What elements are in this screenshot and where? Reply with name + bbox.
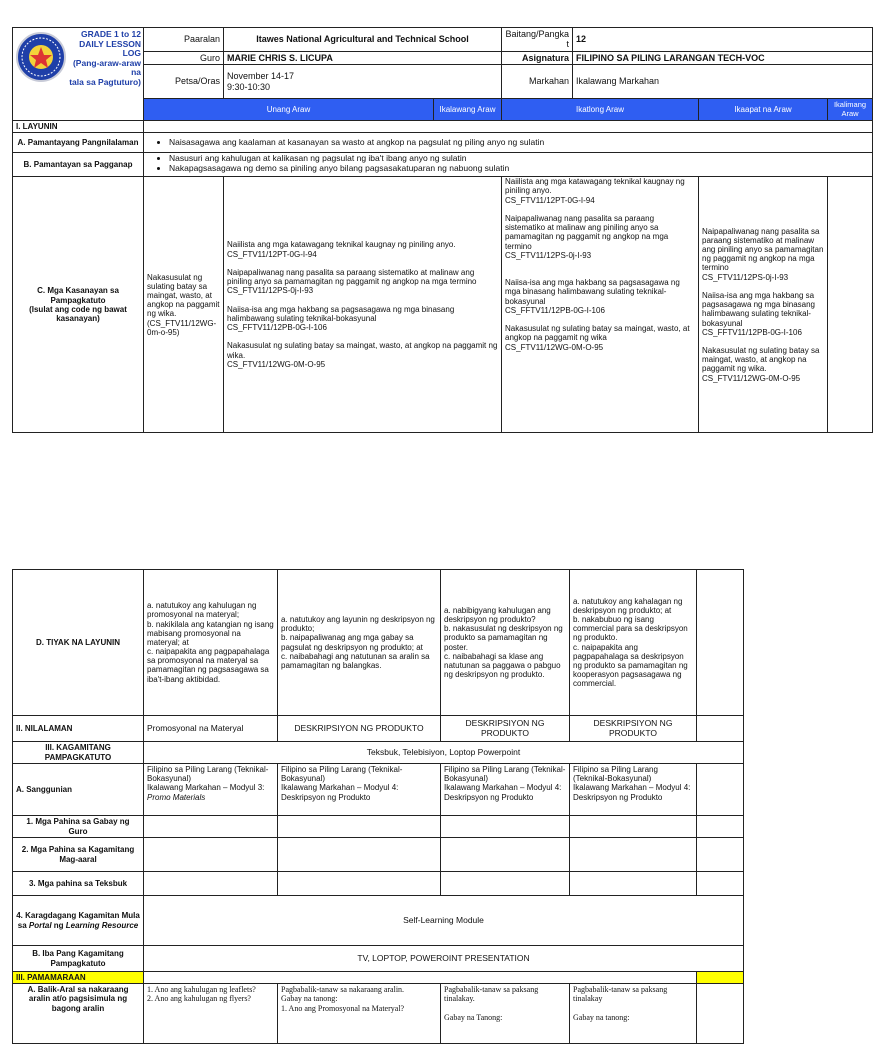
- asignatura-label: Asignatura: [502, 51, 573, 64]
- paaralan-value: Itawes National Agricultural and Technical School: [224, 28, 502, 52]
- layunin-label: I. LAYUNIN: [13, 121, 144, 133]
- petsa-value: November 14-17 9:30-10:30: [224, 65, 502, 99]
- balik-aral-day-2: Pagbabalik-tanaw sa nakaraang aralin. Gabay na tanong: 1. Ano ang Promosyonal na Materyal?: [278, 984, 441, 1044]
- pahina-kagamitan-label: 2. Mga Pahina sa Kagamitang Mag-aaral: [13, 838, 144, 872]
- day-header-3: Ikatlong Araw: [502, 99, 699, 121]
- pamantayang-text: • Naisasagawa ang kaalaman at kasanayan sa wasto at angkop na pagsulat ng piling anyo ng sulatin: [144, 133, 873, 153]
- sanggunian-day-5: [697, 764, 744, 816]
- nilalaman-day-4: DESKRIPSIYON NG PRODUKTO: [570, 716, 697, 742]
- guro-label: Guro: [144, 51, 224, 64]
- tiyak-day-2: a. natutukoy ang layunin ng deskripsyon ng produkto; b. naipapaliwanag ang mga gabay sa pagsulat ng deskripsyon ng produkto; at c. naibabahagi ang natutunan sa aralin sa pamamagitan ng balangkas.: [278, 570, 441, 716]
- kasanayan-day-3: Naiilista ang mga katawagang teknikal kaugnay ng piniling anyo. CS_FTV11/12PT-0G-I-94 Naipapaliwanag nang pasalita sa paraang sistematiko at malinaw ang piniling anyo sa pamamagitan ng paggamit ng angkop na mga termino CS_FTV11/12PS-0j-I-93 Naiisa-isa ang mga hakbang sa pagsasagawa ng mga binasang halimbawang sulating teknikal-bokasyunal CS_FFTV11/12PB-0G-I-106 Nakasusulat ng sulating batay sa maingat, wasto, at angkop na paggamit ng wika CS_FTV11/12WG-0M-O-95: [502, 177, 699, 433]
- sanggunian-label: A. Sanggunian: [13, 764, 144, 816]
- sanggunian-day-3: Filipino sa Piling Larang (Teknikal-Bokasyunal) Ikalawang Markahan – Modyul 4: Deskripsyon ng Produkto: [441, 764, 570, 816]
- kasanayan-label: C. Mga Kasanayan sa Pampagkatuto (Isulat ang code ng bawat kasanayan): [13, 177, 144, 433]
- sanggunian-day-2: Filipino sa Piling Larang (Teknikal-Bokasyunal) Ikalawang Markahan – Modyul 4: Deskripsyon ng Produkto: [278, 764, 441, 816]
- petsa-label: Petsa/Oras: [144, 65, 224, 99]
- pagganap-item: • Nasusuri ang kahulugan at kalikasan ng pagsulat ng iba't ibang anyo ng sulatin: [169, 154, 869, 164]
- deped-seal-icon: [16, 32, 66, 82]
- pagganap-item: • Nakapagsasagawa ng demo sa piniling anyo bilang pagsasakatuparan ng nabuong sulatin: [169, 164, 869, 174]
- pahina-gabay-label: 1. Mga Pahina sa Gabay ng Guro: [13, 816, 144, 838]
- baitang-value: 12: [573, 28, 873, 52]
- day-header-1: Unang Araw: [144, 99, 434, 121]
- balik-aral-day-4: Pagbabalik-tanaw sa paksang tinalakay Gabay na tanong:: [570, 984, 697, 1044]
- balik-aral-day-1: 1. Ano ang kahulugan ng leaflets? 2. Ano ang kahulugan ng flyers?: [144, 984, 278, 1044]
- tiyak-day-4: a. natutukoy ang kahalagan ng deskripsyon ng produkto; at b. nakabubuo ng isang commercial para sa deskripsyon ng produkto. c. naipapakita ang pagpapahalaga sa deskripsyon ng produkto sa pamamagitan ng kooperasyon pagsasagawa ng commercial.: [570, 570, 697, 716]
- sanggunian-day-1: Filipino sa Piling Larang (Teknikal-Bokasyunal) Ikalawang Markahan – Modyul 3: Promo Materials: [144, 764, 278, 816]
- tiyak-day-1: a. natutukoy ang kahulugan ng promosyonal na materyal; b. nakikilala ang katangian ng isang mabisang promosyonal na materyal; at c. naipapakita ang pagpapahalaga sa promosyonal na materyal sa pamamagitan ng pagsasagawa sa iba't-ibang aktibidad.: [144, 570, 278, 716]
- kasanayan-day-5: [828, 177, 873, 433]
- karagdagang-value: Self-Learning Module: [144, 896, 744, 946]
- balik-aral-day-3: Pagbabalik-tanaw sa paksang tinalakay. Gabay na Tanong:: [441, 984, 570, 1044]
- markahan-value: Ikalawang Markahan: [573, 65, 873, 99]
- pamamaraan-label: III. PAMAMARAAN: [13, 972, 144, 984]
- tiyak-label: D. TIYAK NA LAYUNIN: [13, 570, 144, 716]
- kagamitan-label: III. KAGAMITANG PAMPAGKATUTO: [13, 742, 144, 764]
- baitang-label: Baitang/Pangkat: [502, 28, 573, 52]
- day-header-2: Ikalawang Araw: [434, 99, 502, 121]
- kasanayan-day-2: Naiilista ang mga katawagang teknikal kaugnay ng piniling anyo. CS_FTV11/12PT-0G-I-94 Naipapaliwanag nang pasalita sa paraang sistematiko at malinaw ang piniling anyo sa pamamagitan ng paggamit ng angkop na mga termino CS_FTV11/12PS-0j-I-93 Naiisa-isa ang mga hakbang sa pagsasagawa ng mga binasang halimbawang sulating teknikal-bokasyunal CS_FFTV11/12PB-0G-I-106 Nakasusulat ng sulating batay sa maingat, wasto, at angkop na paggamit ng wika. CS_FTV11/12WG-0M-O-95: [224, 177, 502, 433]
- nilalaman-day-3: DESKRIPSIYON NG PRODUKTO: [441, 716, 570, 742]
- pagganap-list: [144, 153, 873, 177]
- paaralan-label: Paaralan: [144, 28, 224, 52]
- tiyak-day-5: [697, 570, 744, 716]
- day-header-4: Ikaapat na Araw: [699, 99, 828, 121]
- nilalaman-day-5: [697, 716, 744, 742]
- day-header-5: Ikalimang Araw: [828, 99, 873, 121]
- kagamitan-value: Teksbuk, Telebisiyon, Loptop Powerpoint: [144, 742, 744, 764]
- nilalaman-label: II. NILALAMAN: [13, 716, 144, 742]
- lesson-log-header-table: [12, 27, 873, 433]
- title-block: [13, 28, 144, 121]
- pahina-teksbuk-label: 3. Mga pahina sa Teksbuk: [13, 872, 144, 896]
- balik-aral-day-5: [697, 984, 744, 1044]
- markahan-label: Markahan: [502, 65, 573, 99]
- pamantayang-label: A. Pamantayang Pangnilalaman: [13, 133, 144, 153]
- nilalaman-day-1: Promosyonal na Materyal: [144, 716, 278, 742]
- sanggunian-day-4: Filipino sa Piling Larang (Teknikal-Bokasyunal) Ikalawang Markahan – Modyul 4: Deskripsyon ng Produkto: [570, 764, 697, 816]
- balik-aral-label: A. Balik-Aral sa nakaraang aralin at/o pagsisimula ng bagong aralin: [13, 984, 144, 1044]
- tiyak-day-3: a. nabibigyang kahulugan ang deskripsyon ng produkto? b. nakasusulat ng deskripsyon ng produkto sa pamamagitan ng poster. c. naibabahagi sa klase ang natutunan sa paggawa o pabguo ng deskripsyon ng produkto.: [441, 570, 570, 716]
- pagganap-label: B. Pamantayan sa Pagganap: [13, 153, 144, 177]
- guro-value: MARIE CHRIS S. LICUPA: [224, 51, 502, 64]
- iba-pang-value: TV, LOPTOP, POWEROINT PRESENTATION: [144, 946, 744, 972]
- iba-pang-label: B. Iba Pang Kagamitang Pampagkatuto: [13, 946, 144, 972]
- asignatura-value: FILIPINO SA PILING LARANGAN TECH-VOC: [573, 51, 873, 64]
- nilalaman-day-2: DESKRIPSIYON NG PRODUKTO: [278, 716, 441, 742]
- title-text: GRADE 1 to 12 DAILY LESSON LOG (Pang-araw-araw na tala sa Pagtuturo): [69, 29, 141, 87]
- kasanayan-day-4: Naipapaliwanag nang pasalita sa paraang sistematiko at malinaw ang piniling anyo sa pamamagitan ng paggamit ng angkop na mga termino CS_FTV11/12PS-0j-I-93 Naiisa-isa ang mga hakbang sa pagsasagawa ng mga binasang halimbawang sulating teknikal-bokasyunal CS_FFTV11/12PB-0G-I-106 Nakasusulat ng sulating batay sa maingat, wasto, at angkop na paggamit ng wika. CS_FTV11/12WG-0M-O-95: [699, 177, 828, 433]
- lesson-log-procedure-table: [12, 569, 744, 1044]
- karagdagang-label: 4. Karagdagang Kagamitan Mula sa Portal ng Learning Resource: [13, 896, 144, 946]
- kasanayan-day-1: Nakasusulat ng sulating batay sa maingat, wasto, at angkop na paggamit ng wika. (CS_FTV11/12WG-0m-o-95): [144, 177, 224, 433]
